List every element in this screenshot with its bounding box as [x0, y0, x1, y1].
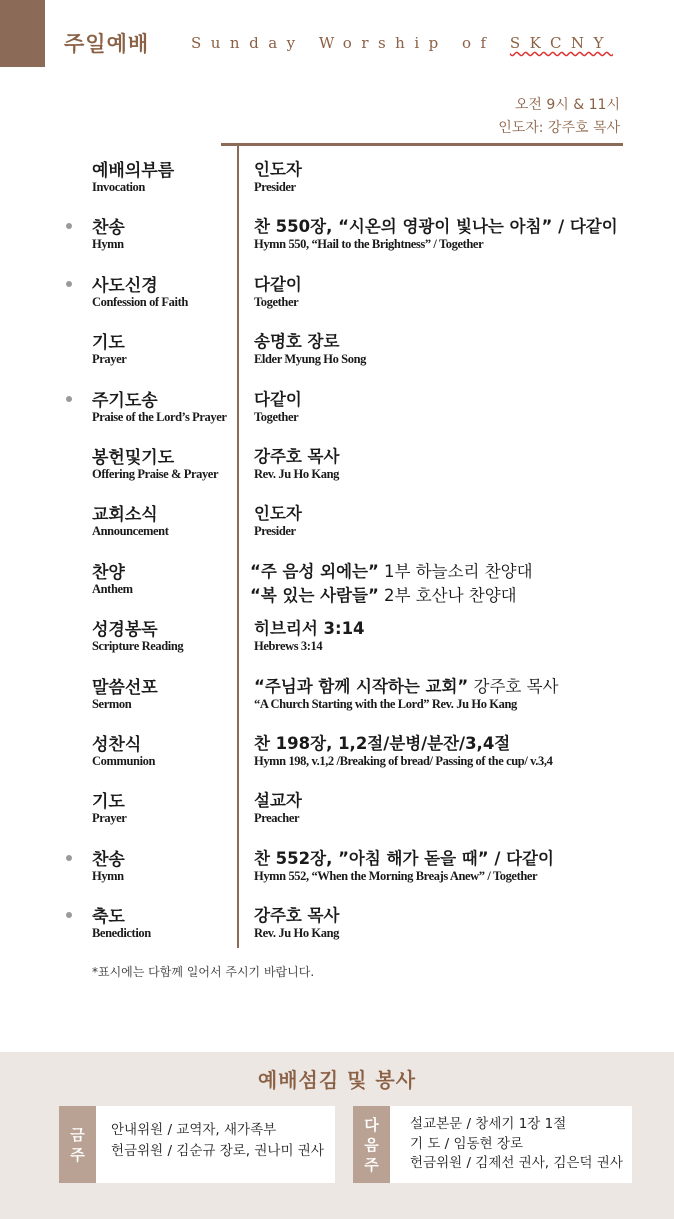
order-detail-secondary: Hymn 198, v.1,2 /Breaking of bread/ Passing of the cup/ v.3,4 — [254, 754, 553, 768]
this-week-tag-char: 주 — [70, 1145, 85, 1164]
order-item-ko: 교회소식 — [92, 505, 158, 525]
detail-primary-text: 찬 550장, “시온의 영광이 빛나는 아침” / 다같이 — [254, 217, 618, 236]
this-week-lines — [111, 1120, 324, 1162]
order-item-en: Sermon — [92, 697, 132, 711]
next-week-tag-char: 주 — [364, 1155, 379, 1174]
detail-primary-text: 찬 198장, 1,2절/분병/분잔/3,4절 — [254, 734, 511, 753]
detail-secondary-text: “복 있는 사람들” — [250, 586, 379, 605]
page-title-korean: 주일예배 — [64, 32, 150, 56]
detail-primary-extra: 1부 하늘소리 찬양대 — [378, 562, 533, 581]
this-week-line: 헌금위원 / 김순규 장로, 권나미 권사 — [111, 1143, 324, 1159]
order-detail-primary — [254, 787, 302, 811]
this-week-tag-char: 금 — [70, 1125, 85, 1144]
order-item-ko: 주기도송 — [92, 391, 158, 411]
order-item-en: Announcement — [92, 524, 169, 538]
order-detail-secondary: Hymn 552, “When the Morning Breajs Anew” / Together — [254, 869, 538, 883]
order-item-en: Benediction — [92, 926, 151, 940]
order-detail-secondary: Together — [254, 295, 299, 309]
order-item-ko: 축도 — [92, 907, 125, 927]
detail-primary-text: “주님과 함께 시작하는 교회” — [254, 677, 469, 696]
detail-primary-text: 다같이 — [254, 390, 302, 409]
order-item-en: Scripture Reading — [92, 639, 184, 653]
order-item-ko: 봉헌및기도 — [92, 448, 175, 468]
order-detail-primary — [254, 156, 302, 180]
detail-primary-extra: 강주호 목사 — [468, 677, 559, 696]
this-week-line: 안내위원 / 교역자, 새가족부 — [111, 1122, 277, 1138]
title-english-prefix: Sunday Worship of — [191, 34, 510, 52]
service-time: 오전 9시 & 11시 — [514, 97, 620, 113]
order-detail-secondary: Hymn 550, “Hail to the Brightness” / Together — [254, 237, 484, 251]
standing-dot-icon — [66, 855, 72, 861]
order-detail-secondary: “A Church Starting with the Lord” Rev. Ju Ho Kang — [254, 697, 517, 711]
order-detail-primary — [254, 902, 339, 926]
order-item-en: Praise of the Lord’s Prayer — [92, 410, 227, 424]
order-detail-primary — [254, 213, 618, 237]
detail-secondary-extra: 2부 호산나 찬양대 — [378, 586, 517, 605]
detail-primary-text: 송명호 장로 — [254, 332, 340, 351]
order-detail-secondary: Presider — [254, 180, 296, 194]
order-detail-secondary: Elder Myung Ho Song — [254, 352, 366, 366]
order-item-ko: 찬송 — [92, 218, 125, 238]
order-detail-primary — [250, 558, 533, 582]
order-row — [0, 267, 674, 324]
next-week-box — [353, 1106, 632, 1183]
order-item-ko: 말씀선포 — [92, 678, 158, 698]
service-panel-title: 예배섬김 및 봉사 — [257, 1068, 417, 1092]
order-item-en: Invocation — [92, 180, 145, 194]
detail-primary-text: 강주호 목사 — [254, 906, 340, 925]
order-row — [0, 496, 674, 553]
order-detail-secondary: Together — [254, 410, 299, 424]
detail-primary-text: 설교자 — [254, 791, 302, 810]
order-detail-primary — [254, 673, 558, 697]
order-detail-primary — [254, 443, 339, 467]
order-detail-primary — [254, 328, 339, 352]
order-row — [0, 439, 674, 496]
order-row — [0, 382, 674, 439]
detail-primary-text: 다같이 — [254, 275, 302, 294]
order-row — [0, 209, 674, 266]
order-item-ko: 찬양 — [92, 563, 125, 583]
order-item-en: Hymn — [92, 237, 124, 251]
next-week-tag — [353, 1106, 390, 1183]
this-week-tag — [59, 1106, 96, 1183]
next-week-tag-char: 다 — [364, 1115, 379, 1134]
order-row — [0, 898, 674, 955]
detail-primary-text: “주 음성 외에는” — [250, 562, 379, 581]
order-detail-secondary: Rev. Ju Ho Kang — [254, 926, 339, 940]
order-row — [0, 152, 674, 209]
detail-primary-text: 찬 552장, ”아침 해가 돋을 때” / 다같이 — [254, 849, 554, 868]
corner-accent-block — [0, 0, 45, 67]
order-detail-secondary — [250, 582, 517, 606]
order-detail-secondary: Rev. Ju Ho Kang — [254, 467, 339, 481]
next-week-line: 기 도 / 임동현 장로 — [410, 1135, 524, 1152]
order-item-en: Hymn — [92, 869, 124, 883]
order-item-ko: 사도신경 — [92, 276, 158, 296]
order-row — [0, 611, 674, 668]
order-item-ko: 성찬식 — [92, 735, 142, 755]
order-item-ko: 성경봉독 — [92, 620, 158, 640]
detail-primary-text: 강주호 목사 — [254, 447, 340, 466]
order-detail-primary — [254, 845, 554, 869]
service-info — [498, 94, 620, 140]
next-week-lines — [410, 1115, 623, 1174]
order-detail-primary — [254, 386, 302, 410]
order-item-ko: 기도 — [92, 792, 125, 812]
order-row — [0, 783, 674, 840]
order-detail-secondary: Preacher — [254, 811, 300, 825]
order-item-ko: 찬송 — [92, 850, 125, 870]
order-item-en: Prayer — [92, 352, 127, 366]
order-detail-secondary: Hebrews 3:14 — [254, 639, 323, 653]
title-english-org: SKCNY — [509, 34, 613, 52]
order-detail-secondary: Presider — [254, 524, 296, 538]
detail-primary-text: 인도자 — [254, 160, 302, 179]
order-item-en: Anthem — [92, 582, 133, 596]
standing-dot-icon — [66, 912, 72, 918]
order-detail-primary — [254, 500, 302, 524]
order-row — [0, 841, 674, 898]
order-item-en: Communion — [92, 754, 156, 768]
service-leader: 인도자: 강주호 목사 — [498, 120, 620, 136]
next-week-line: 설교본문 / 창세기 1장 1절 — [410, 1116, 567, 1132]
order-detail-primary — [254, 271, 302, 295]
order-row — [0, 726, 674, 783]
order-item-ko: 예배의부름 — [92, 161, 175, 181]
standing-dot-icon — [66, 396, 72, 402]
header-divider — [221, 143, 623, 146]
standing-dot-icon — [66, 223, 72, 229]
order-item-ko: 기도 — [92, 333, 125, 353]
order-item-en: Confession of Faith — [92, 295, 188, 309]
order-row — [0, 324, 674, 381]
next-week-line: 헌금위원 / 김제선 권사, 김은덕 권사 — [410, 1155, 623, 1171]
this-week-box — [59, 1106, 335, 1183]
order-row — [0, 554, 674, 611]
standing-note: *표시에는 다함께 일어서 주시기 바랍니다. — [92, 965, 315, 979]
order-item-en: Offering Praise & Prayer — [92, 467, 219, 481]
page-title-english — [191, 34, 613, 52]
detail-primary-text: 히브리서 3:14 — [254, 619, 365, 638]
standing-dot-icon — [66, 281, 72, 287]
detail-primary-text: 인도자 — [254, 504, 302, 523]
order-item-en: Prayer — [92, 811, 127, 825]
order-row — [0, 669, 674, 726]
order-detail-primary — [254, 730, 510, 754]
order-detail-primary — [254, 615, 365, 639]
next-week-tag-char: 음 — [364, 1135, 379, 1154]
